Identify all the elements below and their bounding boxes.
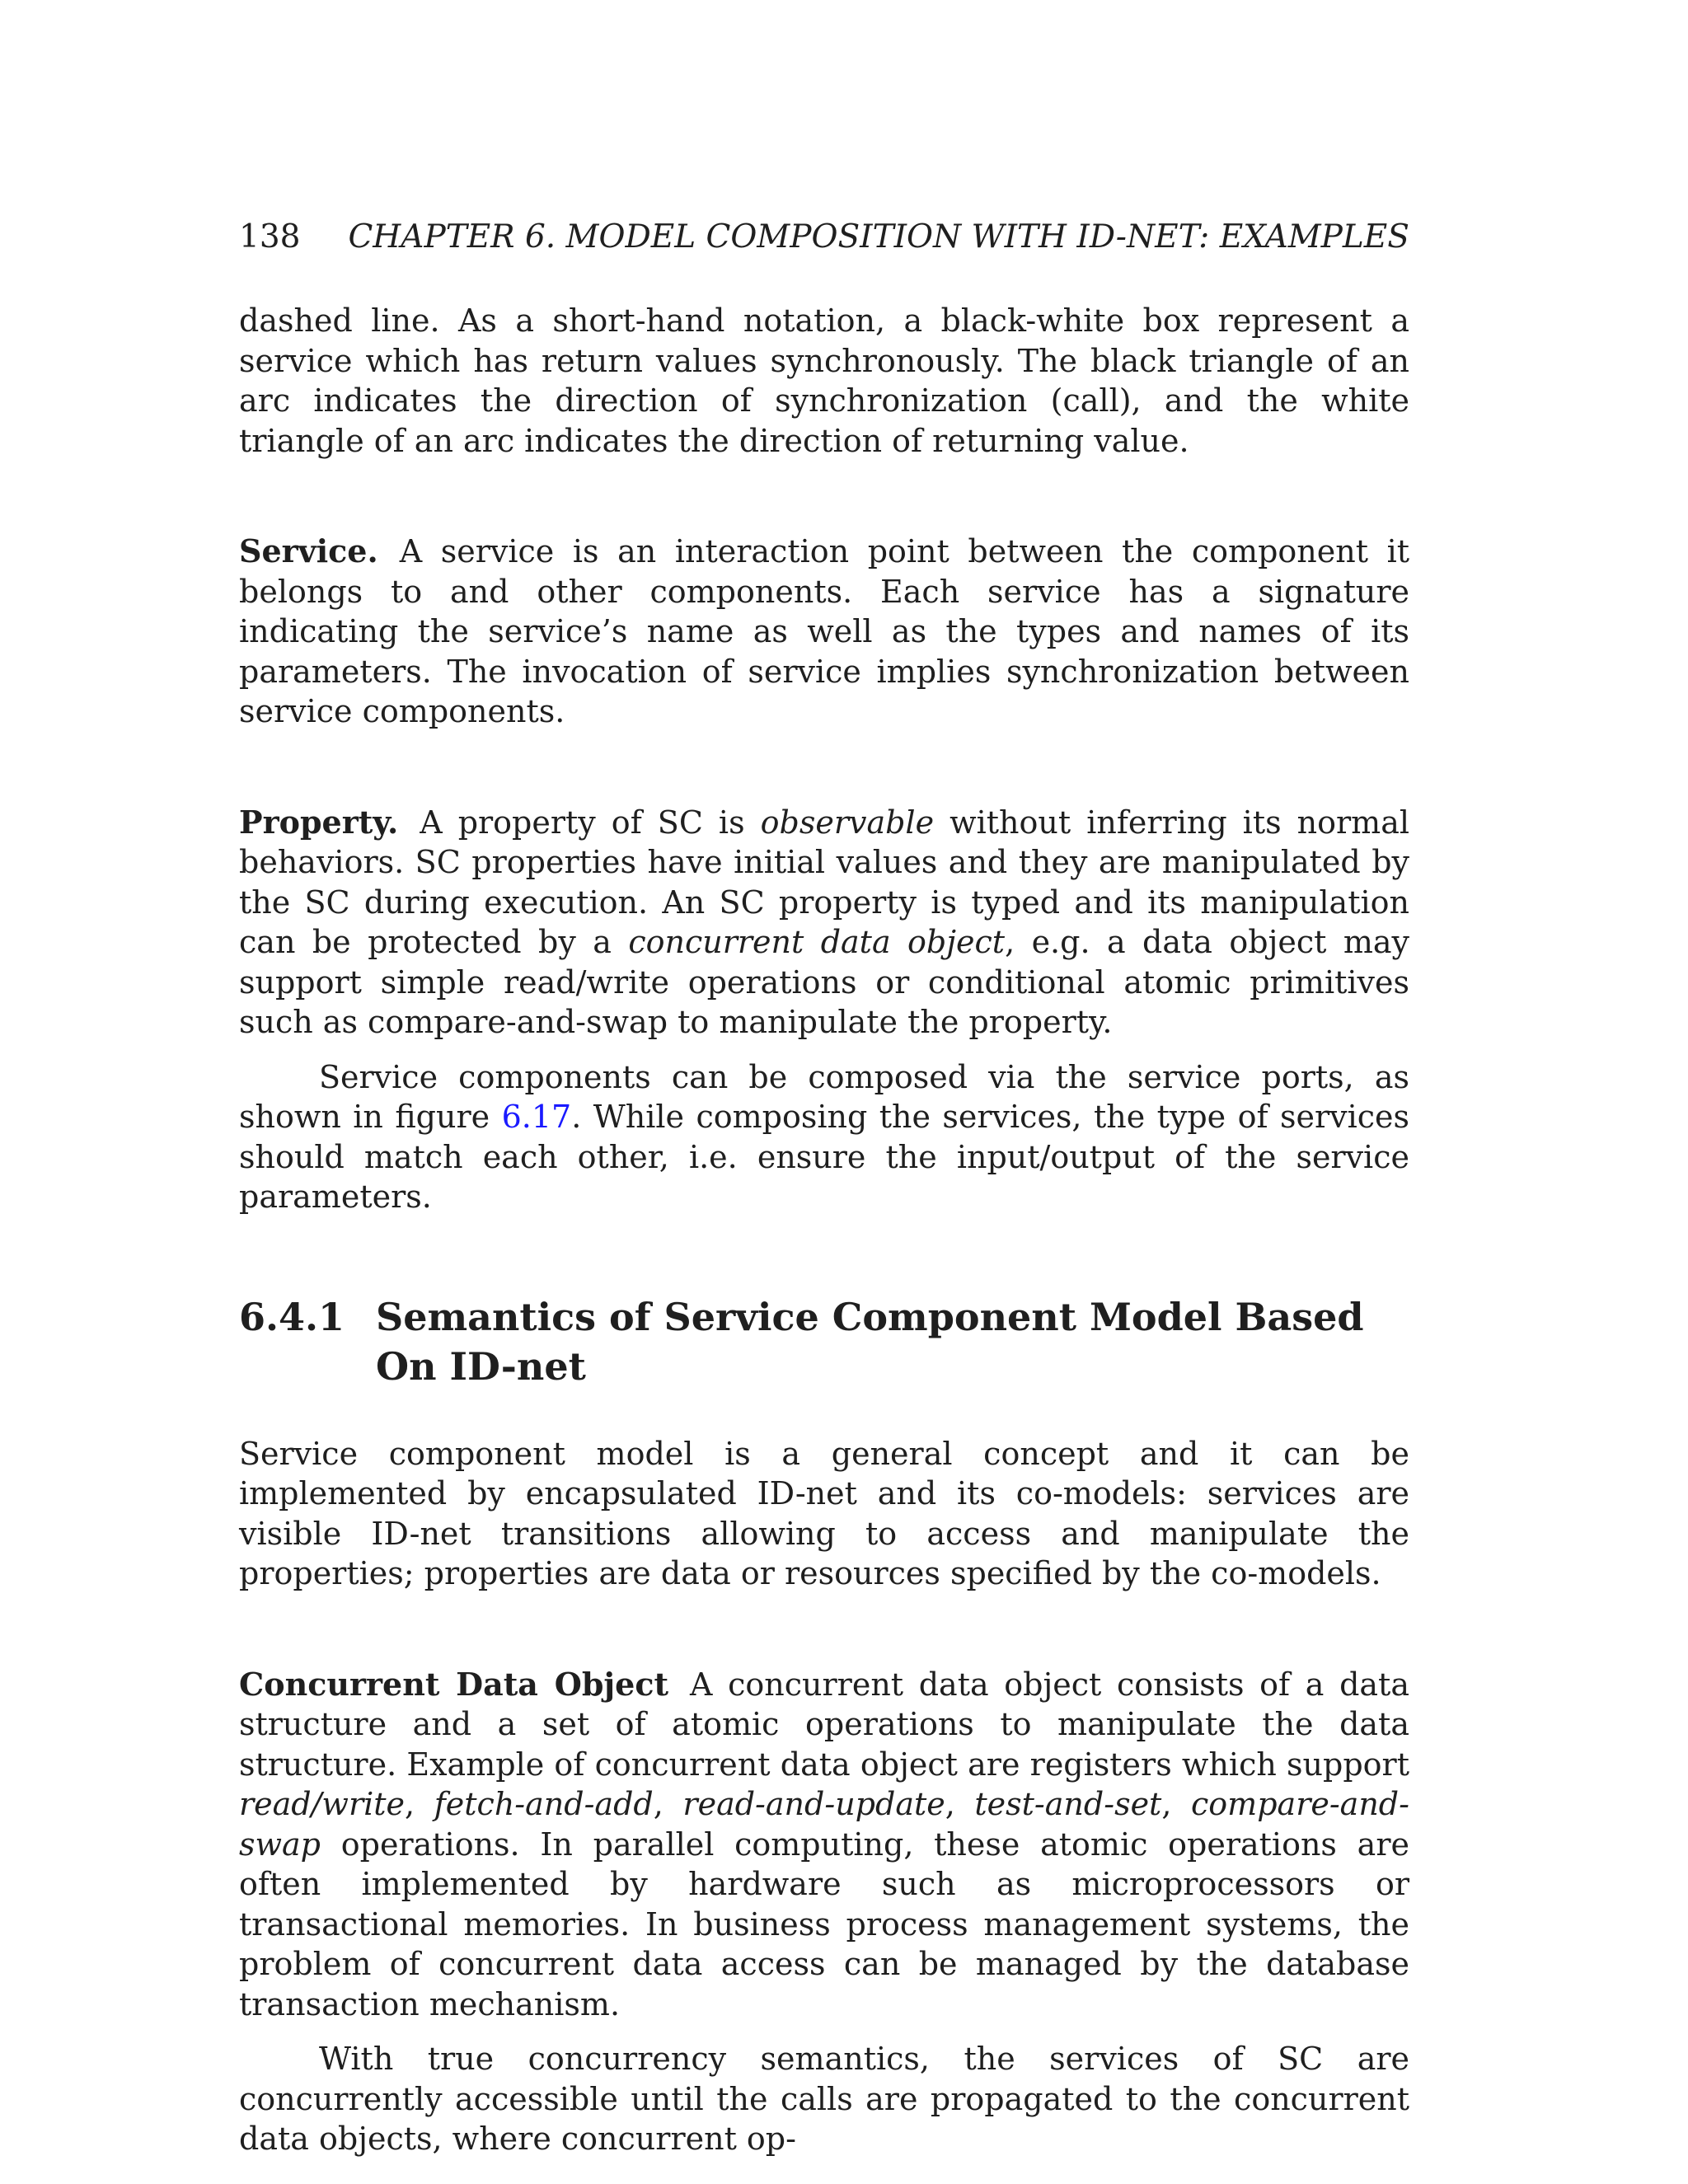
operation-read-write: read/write (239, 1786, 406, 1822)
figure-reference-link[interactable]: 6.17 (501, 1099, 572, 1135)
operation-separator-2: , (653, 1786, 683, 1822)
section-title: Semantics of Service Component Model Based On ID-net (376, 1294, 1364, 1389)
intro-paragraph: dashed line. As a short-hand notation, a black-white box represent a service which has return values synchronously. The black triangle of an arc indicates the direction of synchronization (call), and the white triangle of an arc indicates the direction of returning value. (239, 302, 1409, 459)
operation-read-and-update: read-and-update (682, 1786, 945, 1822)
operation-separator-4: , (1161, 1786, 1192, 1822)
property-text-1: A property of SC is (420, 804, 761, 841)
operation-separator-1: , (405, 1786, 434, 1822)
concurrent-text-2: operations. In parallel computing, these atomic operations are often implemented by hardware such as microprocessors or transactional memories. In business process management systems, the problem of concurrent data access can be managed by the database transaction mechanism. (239, 1825, 1409, 2022)
service-paragraph (239, 532, 1409, 732)
operation-test-and-set: test-and-set (974, 1786, 1162, 1822)
page-header (239, 213, 1409, 262)
operation-fetch-and-add: fetch-and-add (434, 1786, 654, 1822)
section-number: 6.4.1 (239, 1294, 345, 1339)
page-number: 138 (239, 218, 301, 255)
composition-text-2: . While composing the services, the type of services should match each other, i.e. ensure the input/output of the service parameters. (239, 1099, 1410, 1215)
service-heading: Service. (239, 532, 378, 569)
final-paragraph: With true concurrency semantics, the services of SC are concurrently accessible until the calls are propagated to the concurrent data objects, where concurrent op- (239, 2041, 1409, 2157)
section-heading (239, 1292, 1409, 1391)
composition-paragraph (239, 1057, 1409, 1217)
observable-term: observable (760, 804, 935, 841)
operation-compare-and-swap: compare-and-swap (239, 1786, 1409, 1863)
page-body (239, 301, 1409, 2159)
property-paragraph (239, 803, 1409, 1043)
property-text-2: without inferring its normal behaviors. SC properties have initial values and they are manipulated by the SC during execution. An SC property is typed and its manipulation can be protected by a (239, 804, 1409, 960)
operation-separator-3: , (945, 1786, 975, 1822)
concurrent-data-object-term: concurrent data object (628, 924, 1006, 960)
concurrent-text-1: A concurrent data object consists of a data structure and a set of atomic operations to manipulate the data structure. Example of concurrent data object are registers which support (239, 1666, 1409, 1783)
semantics-paragraph: Service component model is a general concept and it can be implemented by encapsulated ID-net and its co-models: services are visible ID-net transitions allowing to access and manipulate the properties; properties are data or resources specified by the co-models. (239, 1435, 1409, 1591)
concurrent-data-object-paragraph (239, 1665, 1409, 2025)
concurrent-data-object-heading: Concurrent Data Object (239, 1665, 669, 1703)
property-heading: Property. (239, 803, 399, 841)
property-text-3: , e.g. a data object may support simple read/write operations or conditional atomic primitives such as compare-and-swap to manipulate the property. (239, 924, 1409, 1040)
running-head: CHAPTER 6. MODEL COMPOSITION WITH ID-NET: EXAMPLES (348, 218, 1409, 255)
composition-text-1: Service components can be composed via the service ports, as shown in figure (239, 1058, 1409, 1135)
service-text: A service is an interaction point between the component it belongs to and other components. Each service has a signature indicating the service’s name as well as the types and names of its parameters. The invocation of service implies synchronization between service components. (239, 533, 1409, 729)
